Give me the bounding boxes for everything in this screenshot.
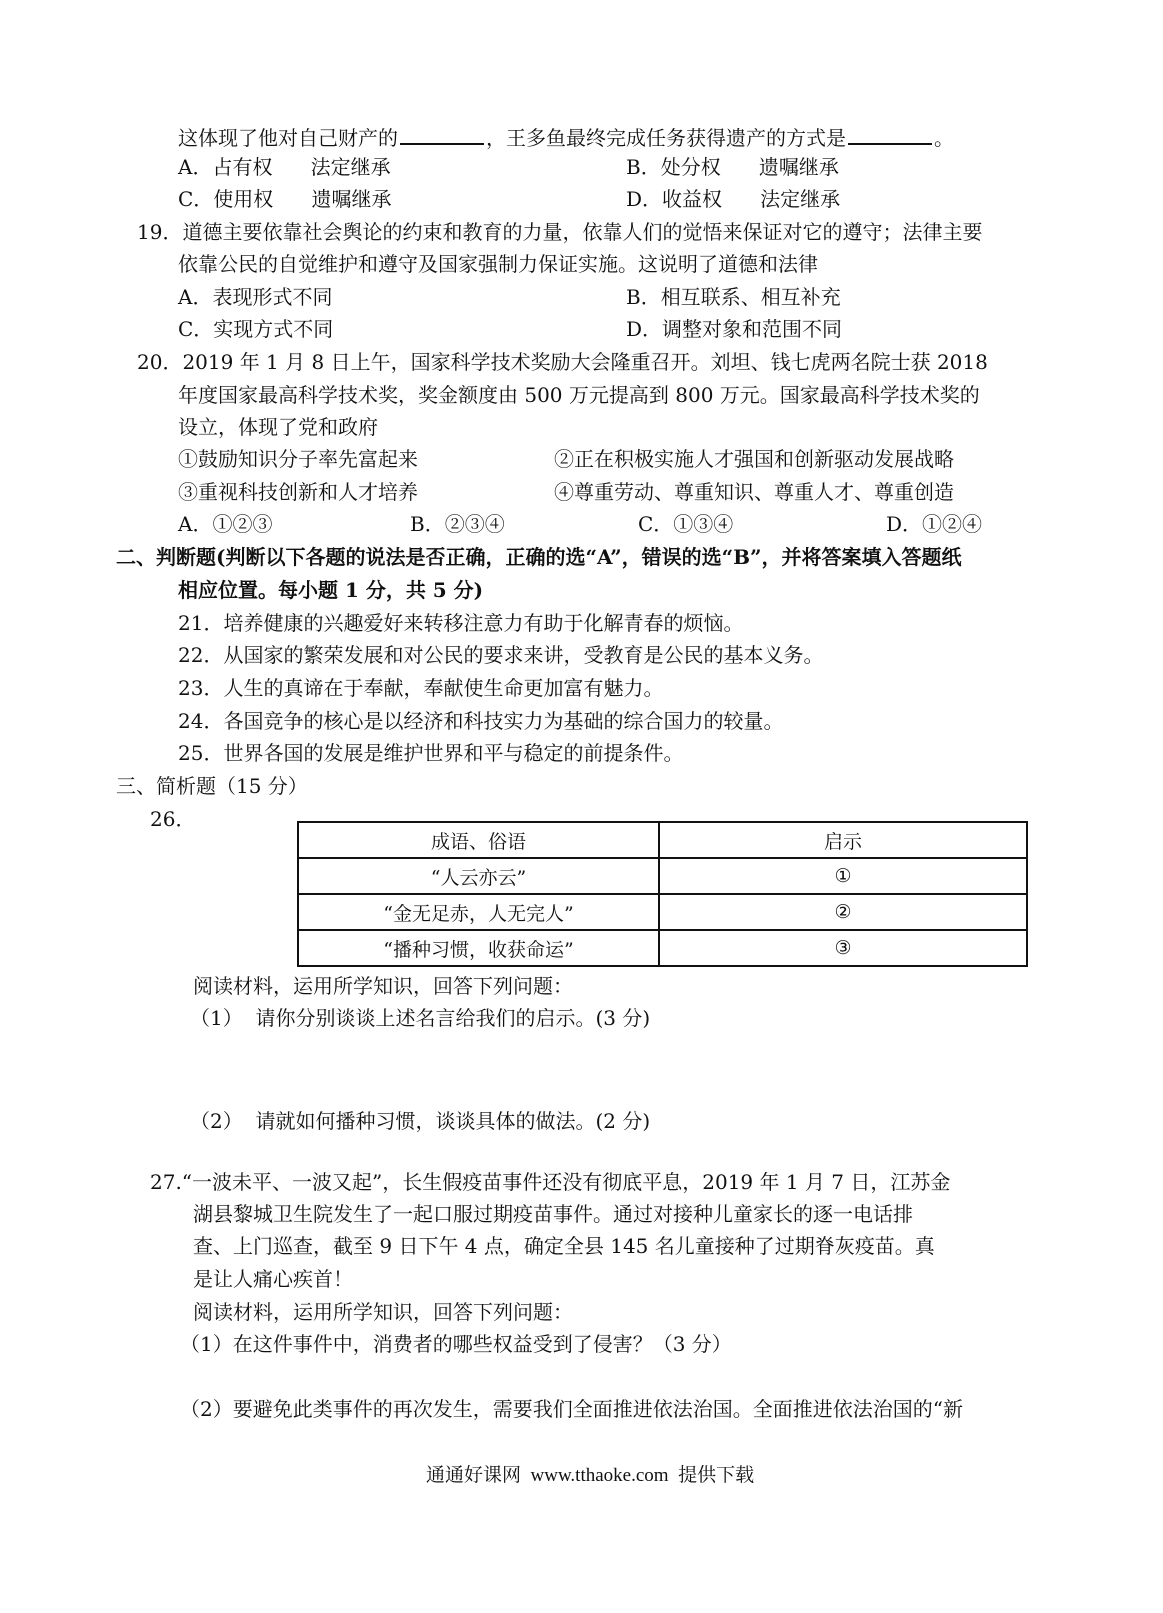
q20-option-a: A．①②③ xyxy=(178,512,273,536)
q22: 22．从国家的繁荣发展和对公民的要求来讲，受教育是公民的基本义务。 xyxy=(178,643,824,667)
table-header-cell: 成语、俗语 xyxy=(298,822,659,858)
q20-item-3: ③重视科技创新和人才培养 xyxy=(178,480,418,504)
table-cell: “金无足赤，人无完人” xyxy=(298,894,659,930)
q19-option-d: D．调整对象和范围不同 xyxy=(626,317,843,341)
q18-option-d: D．收益权 法定继承 xyxy=(626,187,841,211)
q27-line1: 27.“一波未平、一波又起”，长生假疫苗事件还没有彻底平息，2019 年 1 月 7 日，江苏金 xyxy=(150,1170,951,1194)
q18-stem-post: 。 xyxy=(934,126,954,150)
page-footer: 通通好课网 www.tthaoke.com 提供下载 xyxy=(426,1465,755,1486)
q23: 23．人生的真谛在于奉献，奉献使生命更加富有魅力。 xyxy=(178,676,664,700)
section2-heading-line2: 相应位置。每小题 1 分，共 5 分) xyxy=(178,578,484,602)
q27-sub2: （2）要避免此类事件的再次发生，需要我们全面推进依法治国。全面推进依法治国的“新 xyxy=(180,1397,963,1421)
table-cell: ③ xyxy=(659,930,1027,966)
q18-stem-pre: 这体现了他对自己财产的 xyxy=(178,126,398,150)
q19-stem-line1: 19．道德主要依靠社会舆论的约束和教育的力量，依靠人们的觉悟来保证对它的遵守；法律主要 xyxy=(137,220,983,244)
table-header-row xyxy=(298,822,1027,858)
q27-line3: 查、上门巡查，截至 9 日下午 4 点，确定全县 145 名儿童接种了过期脊灰疫苗。真 xyxy=(193,1234,935,1258)
table-cell: “播种习惯，收获命运” xyxy=(298,930,659,966)
section2-heading-line1: 二、判断题(判断以下各题的说法是否正确，正确的选“A”，错误的选“B”，并将答案填入答题纸 xyxy=(116,545,962,569)
q27-sub1: （1）在这件事件中，消费者的哪些权益受到了侵害？（3 分） xyxy=(180,1332,732,1356)
q26-number: 26． xyxy=(150,807,196,831)
q18-stem xyxy=(178,125,954,148)
q18-option-c: C．使用权 遗嘱继承 xyxy=(178,187,392,211)
table-cell: ② xyxy=(659,894,1027,930)
q19-option-b: B．相互联系、相互补充 xyxy=(626,285,841,309)
q20-stem-line2: 年度国家最高科学技术奖，奖金额度由 500 万元提高到 800 万元。国家最高科学技术奖的 xyxy=(178,383,980,407)
q20-option-c: C．①③④ xyxy=(638,512,734,536)
q18-option-a: A．占有权 法定继承 xyxy=(178,155,391,179)
q20-item-2: ②正在积极实施人才强国和创新驱动发展战略 xyxy=(554,447,954,471)
q20-option-b: B．②③④ xyxy=(410,512,505,536)
table-cell: “人云亦云” xyxy=(298,858,659,894)
q26-read-instruction: 阅读材料，运用所学知识，回答下列问题： xyxy=(193,974,573,998)
q19-stem-line2: 依靠公民的自觉维护和遵守及国家强制力保证实施。这说明了道德和法律 xyxy=(178,252,818,276)
q18-stem-mid: ，王多鱼最终完成任务获得遗产的方式是 xyxy=(486,126,846,150)
answer-blank-1 xyxy=(400,125,484,145)
table-row xyxy=(298,858,1027,894)
answer-blank-2 xyxy=(848,125,932,145)
q27-line4: 是让人痛心疾首！ xyxy=(193,1267,353,1291)
table-cell: ① xyxy=(659,858,1027,894)
q20-option-d: D．①②④ xyxy=(886,512,983,536)
q19-option-c: C．实现方式不同 xyxy=(178,317,334,341)
q25: 25．世界各国的发展是维护世界和平与稳定的前提条件。 xyxy=(178,741,684,765)
q24: 24．各国竞争的核心是以经济和科技实力为基础的综合国力的较量。 xyxy=(178,709,784,733)
q26-sub1: （1） 请你分别谈谈上述名言给我们的启示。(3 分) xyxy=(190,1006,651,1030)
proverb-table xyxy=(297,821,1028,967)
q27-line2: 湖县黎城卫生院发生了一起口服过期疫苗事件。通过对接种儿童家长的逐一电话排 xyxy=(193,1202,913,1226)
table-row xyxy=(298,930,1027,966)
q21: 21．培养健康的兴趣爱好来转移注意力有助于化解青春的烦恼。 xyxy=(178,611,744,635)
q18-option-b: B．处分权 遗嘱继承 xyxy=(626,155,839,179)
section3-heading: 三、简析题（15 分） xyxy=(116,774,308,798)
q26-sub2: （2） 请就如何播种习惯，谈谈具体的做法。(2 分) xyxy=(190,1109,651,1133)
table-header-cell: 启示 xyxy=(659,822,1027,858)
q20-item-4: ④尊重劳动、尊重知识、尊重人才、尊重创造 xyxy=(554,480,954,504)
q20-item-1: ①鼓励知识分子率先富起来 xyxy=(178,447,418,471)
q20-stem-line1: 20．2019 年 1 月 8 日上午，国家科学技术奖励大会隆重召开。刘坦、钱七虎两名院士获 2018 xyxy=(137,350,988,374)
q19-option-a: A．表现形式不同 xyxy=(178,285,333,309)
q20-stem-line3: 设立，体现了党和政府 xyxy=(178,415,378,439)
table-row xyxy=(298,894,1027,930)
q27-read-instruction: 阅读材料，运用所学知识，回答下列问题： xyxy=(193,1300,573,1324)
